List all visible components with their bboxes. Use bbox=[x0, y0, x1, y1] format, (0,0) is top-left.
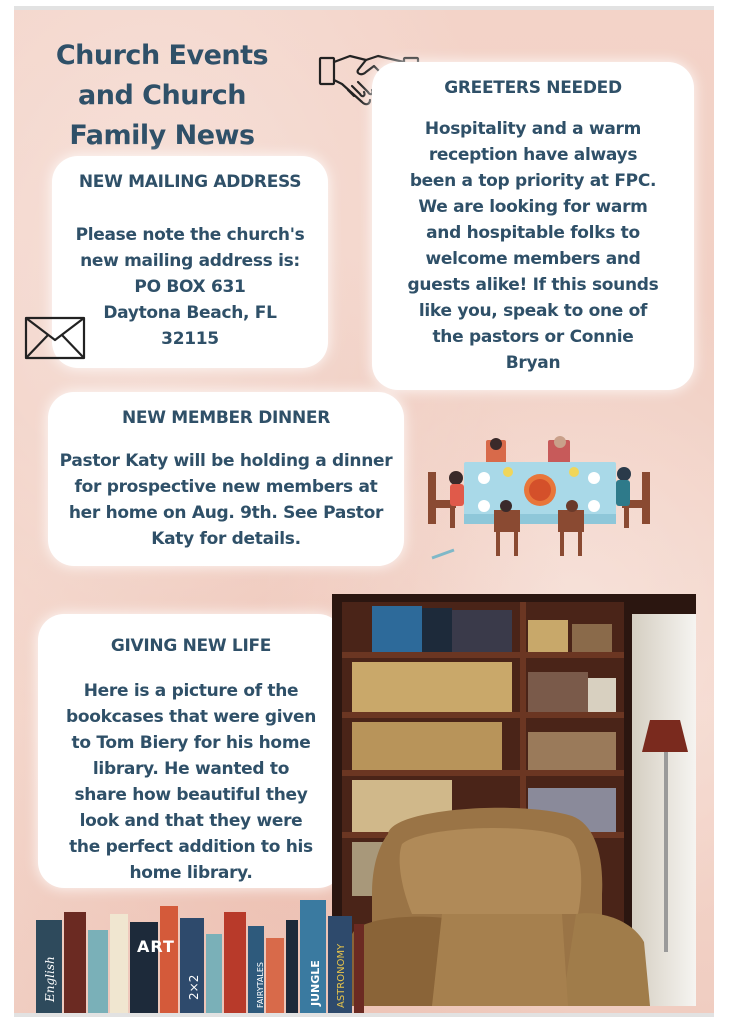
mailing-line-4: Daytona Beach, FL bbox=[103, 303, 277, 323]
greeters-line-2: reception have always bbox=[428, 145, 638, 165]
bookcase-photo-drawing bbox=[332, 594, 696, 1006]
mailing-address-card bbox=[52, 156, 328, 368]
book-fairytales: FAIRYTALES bbox=[256, 962, 265, 1008]
bookcase-photo bbox=[332, 594, 696, 1006]
greeters-line-10: Bryan bbox=[505, 353, 561, 373]
mailing-address-body bbox=[52, 222, 328, 352]
dinner-line-3: her home on Aug. 9th. See Pastor bbox=[68, 503, 384, 523]
greeters-heading: GREETERS NEEDED bbox=[444, 78, 622, 98]
greeters-line-4: We are looking for warm bbox=[418, 197, 648, 217]
giving-line-8: home library. bbox=[129, 863, 253, 883]
giving-line-3: to Tom Biery for his home bbox=[71, 733, 311, 753]
mailing-line-5: 32115 bbox=[161, 329, 219, 349]
books-drawing bbox=[34, 890, 364, 1014]
book-english: English bbox=[43, 956, 57, 1002]
giving-line-1: Here is a picture of the bbox=[83, 681, 299, 701]
dinner-card bbox=[48, 392, 404, 566]
giving-body bbox=[38, 678, 344, 886]
book-math: 2×2 bbox=[187, 974, 201, 1000]
dinner-heading: NEW MEMBER DINNER bbox=[121, 408, 331, 428]
bottom-border bbox=[14, 1013, 714, 1017]
greeters-line-9: the pastors or Connie bbox=[432, 327, 634, 347]
book-jungle: JUNGLE bbox=[309, 960, 322, 1006]
title-line-1: Church Events bbox=[55, 40, 269, 71]
greeters-line-8: like you, speak to one of bbox=[418, 301, 648, 321]
giving-line-7: the perfect addition to his bbox=[69, 837, 313, 857]
dinner-body bbox=[48, 448, 404, 552]
book-art: ART bbox=[137, 937, 175, 956]
greeters-line-1: Hospitality and a warm bbox=[424, 119, 642, 139]
title-line-2: and Church bbox=[78, 80, 246, 111]
dinner-table-illustration bbox=[424, 430, 654, 564]
greeters-line-7: guests alike! If this sounds bbox=[407, 275, 659, 295]
giving-line-6: look and that they were bbox=[79, 811, 303, 831]
newsletter-page bbox=[14, 10, 714, 1014]
mailing-line-3: PO BOX 631 bbox=[134, 277, 246, 297]
greeters-line-5: and hospitable folks to bbox=[426, 223, 640, 243]
giving-line-2: bookcases that were given bbox=[65, 707, 317, 727]
giving-card bbox=[38, 614, 344, 888]
greeters-card bbox=[372, 62, 694, 390]
dinner-line-4: Katy for details. bbox=[151, 529, 301, 549]
greeters-body bbox=[372, 116, 694, 376]
dinner-line-1: Pastor Katy will be holding a dinner bbox=[59, 451, 393, 471]
dinner-line-2: for prospective new members at bbox=[74, 477, 378, 497]
greeters-line-6: welcome members and bbox=[425, 249, 641, 269]
mailing-address-heading: NEW MAILING ADDRESS bbox=[78, 172, 302, 192]
books-illustration bbox=[34, 890, 364, 1014]
giving-line-4: library. He wanted to bbox=[92, 759, 290, 779]
mailing-line-1: Please note the church's bbox=[75, 225, 305, 245]
giving-heading: GIVING NEW LIFE bbox=[110, 636, 272, 656]
title-line-3: Family News bbox=[69, 120, 255, 151]
greeters-line-3: been a top priority at FPC. bbox=[409, 171, 657, 191]
book-astronomy: ASTRONOMY bbox=[336, 943, 347, 1008]
mailing-line-2: new mailing address is: bbox=[80, 251, 300, 271]
page-title bbox=[52, 36, 272, 156]
giving-line-5: share how beautiful they bbox=[74, 785, 308, 805]
envelope-icon bbox=[24, 316, 86, 360]
